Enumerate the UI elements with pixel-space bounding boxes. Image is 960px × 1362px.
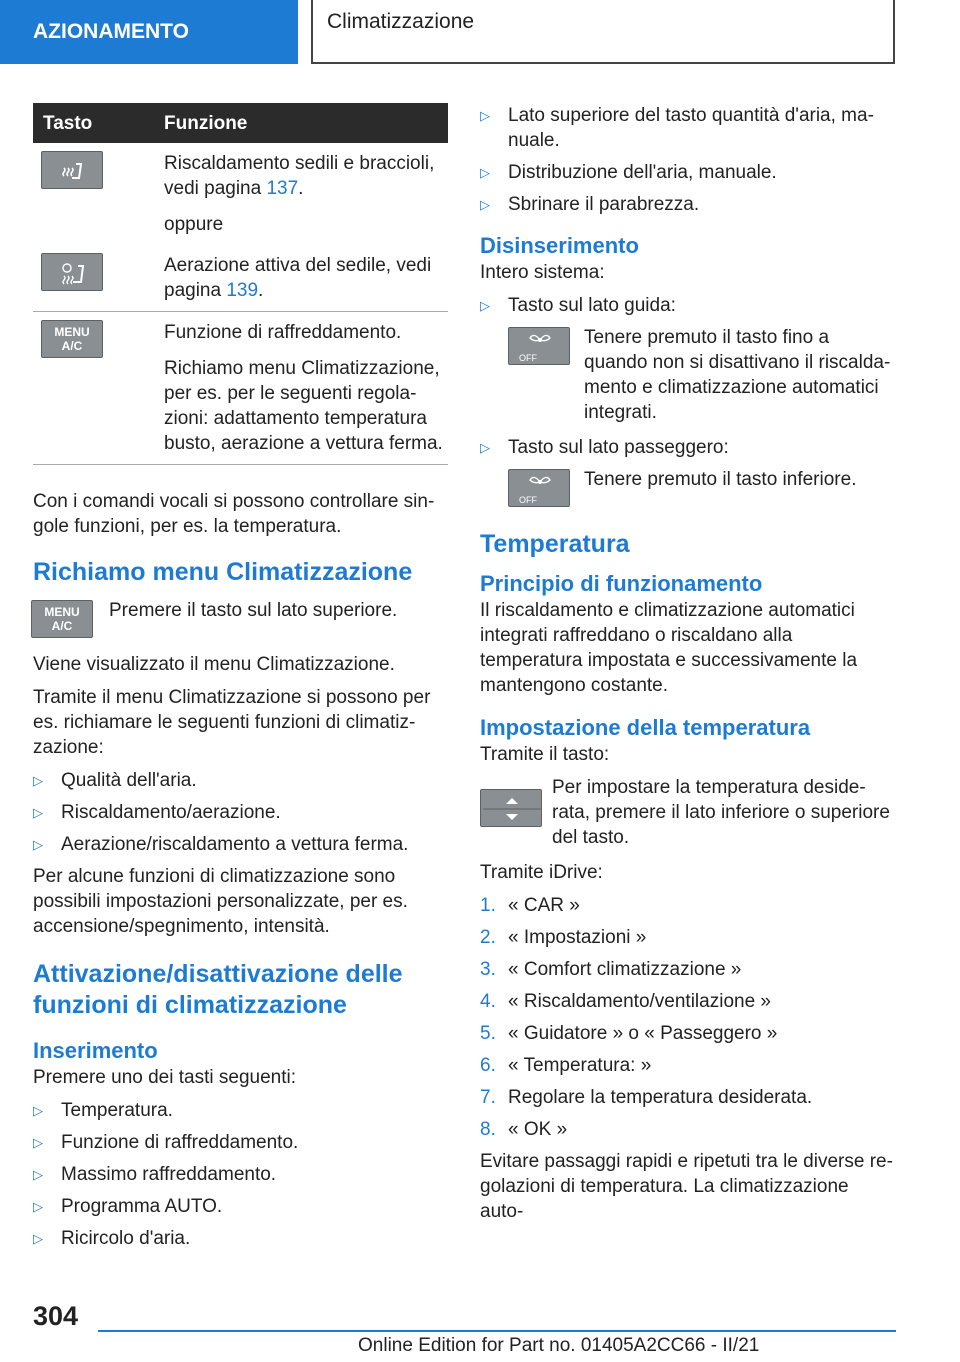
menu-ac-button[interactable]: MENU A/C [31, 600, 93, 638]
passenger-off-para: OFF Tenere premuto il tasto inferiore. [508, 467, 896, 511]
list-item: 8. « OK » [480, 1119, 568, 1140]
header-section: AZIONAMENTO [0, 0, 298, 64]
fan-off-icon [509, 470, 571, 508]
list-item: ▷ Distribuzione dell'aria, manuale. [480, 162, 777, 183]
list-item: ▷ Funzione di raffreddamento. [33, 1132, 299, 1153]
list-item: 5. « Guidatore » o « Passeggero » [480, 1023, 778, 1044]
list-item: 6. « Temperatura: » [480, 1055, 652, 1076]
temperature-heading: Temperatura [480, 530, 630, 558]
table-header-function: Funzione [164, 103, 448, 143]
temperature-rocker-button[interactable] [480, 789, 542, 827]
seat-ventilation-button[interactable] [41, 253, 103, 291]
menu-items-list [33, 768, 448, 857]
seat-ventilation-icon [42, 254, 104, 292]
setting-heading: Impostazione della temperatura [480, 715, 811, 740]
table-row: Aerazione attiva del sedile, vedi pagina 139. [33, 245, 448, 312]
list-item: 4. « Riscaldamento/ventilazione » [480, 991, 771, 1012]
principle-heading: Principio di funzionamento [480, 571, 763, 596]
table-header-row [33, 103, 448, 143]
header-chapter-title: Climatizzazione [327, 10, 475, 33]
menu-press-para: MENU A/C Premere il tasto sul lato superiore. [33, 598, 448, 644]
list-item: ▷ Tasto sul lato guida: [480, 295, 676, 316]
menu-ac-button[interactable]: MENU A/C [41, 320, 103, 358]
off-items-list [480, 293, 896, 318]
left-column: Tasto Funzione Riscaldamento sedili e braccioli, vedi pagina 137. oppure Aerazione attiva del sedile, vedi pagina 139. MENU A/C Funzione di raffreddamento. Richiamo menu Climatizzazione, per es. per le seguenti regolazioni: adattamento temperatura busto, aerazione a vettura ferma. Con i comandi vocali si possono controllare singole funzioni, per es. la temperatura. Richiamo menu Climatizzazione MENU A/C Premere il tasto sul lato superiore. Viene visualizzato il menu Climatizzazione. Tramite il menu Climatizzazione si possono per es. richiamare le seguenti funzioni di climatizzazione: ▷ Qualità dell'aria. ▷ Riscaldamento/aerazione. ▷ Aerazione/riscaldamento a vettura ferma. Per alcune funzioni di climatizzazione sono possibili impostazioni personalizzate, per es. accensione/spegnimento, intensità. Attivazione/disattivazione delle funzioni di climatizzazione Inserimento Premere uno dei tasti seguenti: ▷ Temperatura. ▷ Funzione di raffreddamento. ▷ Massimo raffreddamento. ▷ Programma AUTO. ▷ Ricircolo d'aria. [33, 103, 448, 1258]
temp-key-para: Per impostare la temperatura desiderata, premere il lato inferiore o superiore del tasto. [480, 775, 896, 850]
table-header-key: Tasto [33, 103, 164, 143]
footer-divider [98, 1330, 896, 1332]
table-row: Riscaldamento sedili e braccioli, vedi pagina 137. oppure [33, 143, 448, 245]
page-link-139[interactable]: 139 [226, 280, 259, 301]
seat-heating-icon [42, 152, 104, 190]
voice-text: Con i comandi vocali si possono controllare singole funzioni, per es. la temperatura. [33, 491, 435, 537]
list-item: ▷ Lato superiore del tasto quantità d'aria, manuale. [480, 105, 874, 151]
keys-table [33, 103, 448, 465]
right-column: ▷ Lato superiore del tasto quantità d'aria, manuale. ▷ Distribuzione dell'aria, manuale. ▷ Sbrinare il parabrezza. Disinserimento Intero sistema: ▷ Tasto sul lato guida: OFF Tenere premuto il tasto fino a quando non si disattivano il riscaldamento e climatizzazione automatici integrati. ▷ Tasto sul lato passeggero: OFF Tenere premuto il tasto inferiore. Temperatura Principio di funzionamento Il riscaldamento e climatizzazione automatici integrati raffreddano o riscaldano alla temperatura impostata e successivamente la mantengono costante. Impostazione della temperatura Tramite il tasto: Per impostare la temperatura desiderata, premere il lato inferiore o superiore del tasto. Tramite iDrive: 1. « CAR » 2. « Impostazioni » 3. « Comfort climatizzazione » 4. « Riscaldamento/ventilazione » 5. « Guidatore » o « Passeggero » 6. « Temperatura: » 7. Regolare la temperatura desiderata. 8. « OK » Evitare passaggi rapidi e ripetuti tra le diverse regolazioni di temperatura. La climatizzazione auto- [480, 103, 896, 1232]
fan-off-button-passenger[interactable] [508, 469, 570, 507]
driver-off-para: OFF Tenere premuto il tasto fino a quando non si disattivano il riscaldamento e climatizzazione automatici integrati. [508, 325, 896, 425]
menu-heading: Richiamo menu Climatizzazione [33, 558, 413, 586]
on-items-list [33, 1098, 448, 1251]
list-item: ▷ Qualità dell'aria. [33, 770, 197, 791]
header-chapter [311, 0, 895, 64]
table-row: MENU A/C Funzione di raffreddamento. Richiamo menu Climatizzazione, per es. per le seguenti regolazioni: adattamento temperatura busto, aerazione a vettura ferma. [33, 312, 448, 465]
list-item: ▷ Aerazione/riscaldamento a vettura ferma. [33, 834, 409, 855]
up-down-arrows-icon [481, 790, 543, 828]
edition-text: Online Edition for Part no. 01405A2CC66 - II/21 [358, 1335, 760, 1356]
list-item: 1. « CAR » [480, 895, 580, 916]
activation-heading: Attivazione/disattivazione delle funzioni di climatizzazione [33, 960, 403, 1019]
svg-text:OFF: OFF [519, 495, 537, 505]
off-heading: Disinserimento [480, 233, 639, 258]
fan-off-button-driver[interactable] [508, 327, 570, 365]
list-item: 2. « Impostazioni » [480, 927, 647, 948]
or-text: oppure [164, 214, 224, 235]
list-item: 3. « Comfort climatizzazione » [480, 959, 742, 980]
svg-text:OFF: OFF [519, 353, 537, 363]
fan-off-icon [509, 328, 571, 366]
list-item: ▷ Programma AUTO. [33, 1196, 223, 1217]
page-number: 304 [33, 1301, 79, 1331]
idrive-steps-list [480, 893, 896, 1142]
seat-heating-button[interactable] [41, 151, 103, 189]
list-item: ▷ Ricircolo d'aria. [33, 1228, 191, 1249]
top-items-list [480, 103, 896, 217]
page-link-137[interactable]: 137 [266, 178, 299, 199]
list-item: ▷ Riscaldamento/aerazione. [33, 802, 281, 823]
on-heading: Inserimento [33, 1038, 158, 1063]
list-item: ▷ Tasto sul lato passeggero: [480, 437, 729, 458]
list-item: 7. Regolare la temperatura desiderata. [480, 1087, 813, 1108]
list-item: ▷ Sbrinare il parabrezza. [480, 194, 700, 215]
list-item: ▷ Massimo raffreddamento. [33, 1164, 277, 1185]
list-item: ▷ Temperatura. [33, 1100, 173, 1121]
